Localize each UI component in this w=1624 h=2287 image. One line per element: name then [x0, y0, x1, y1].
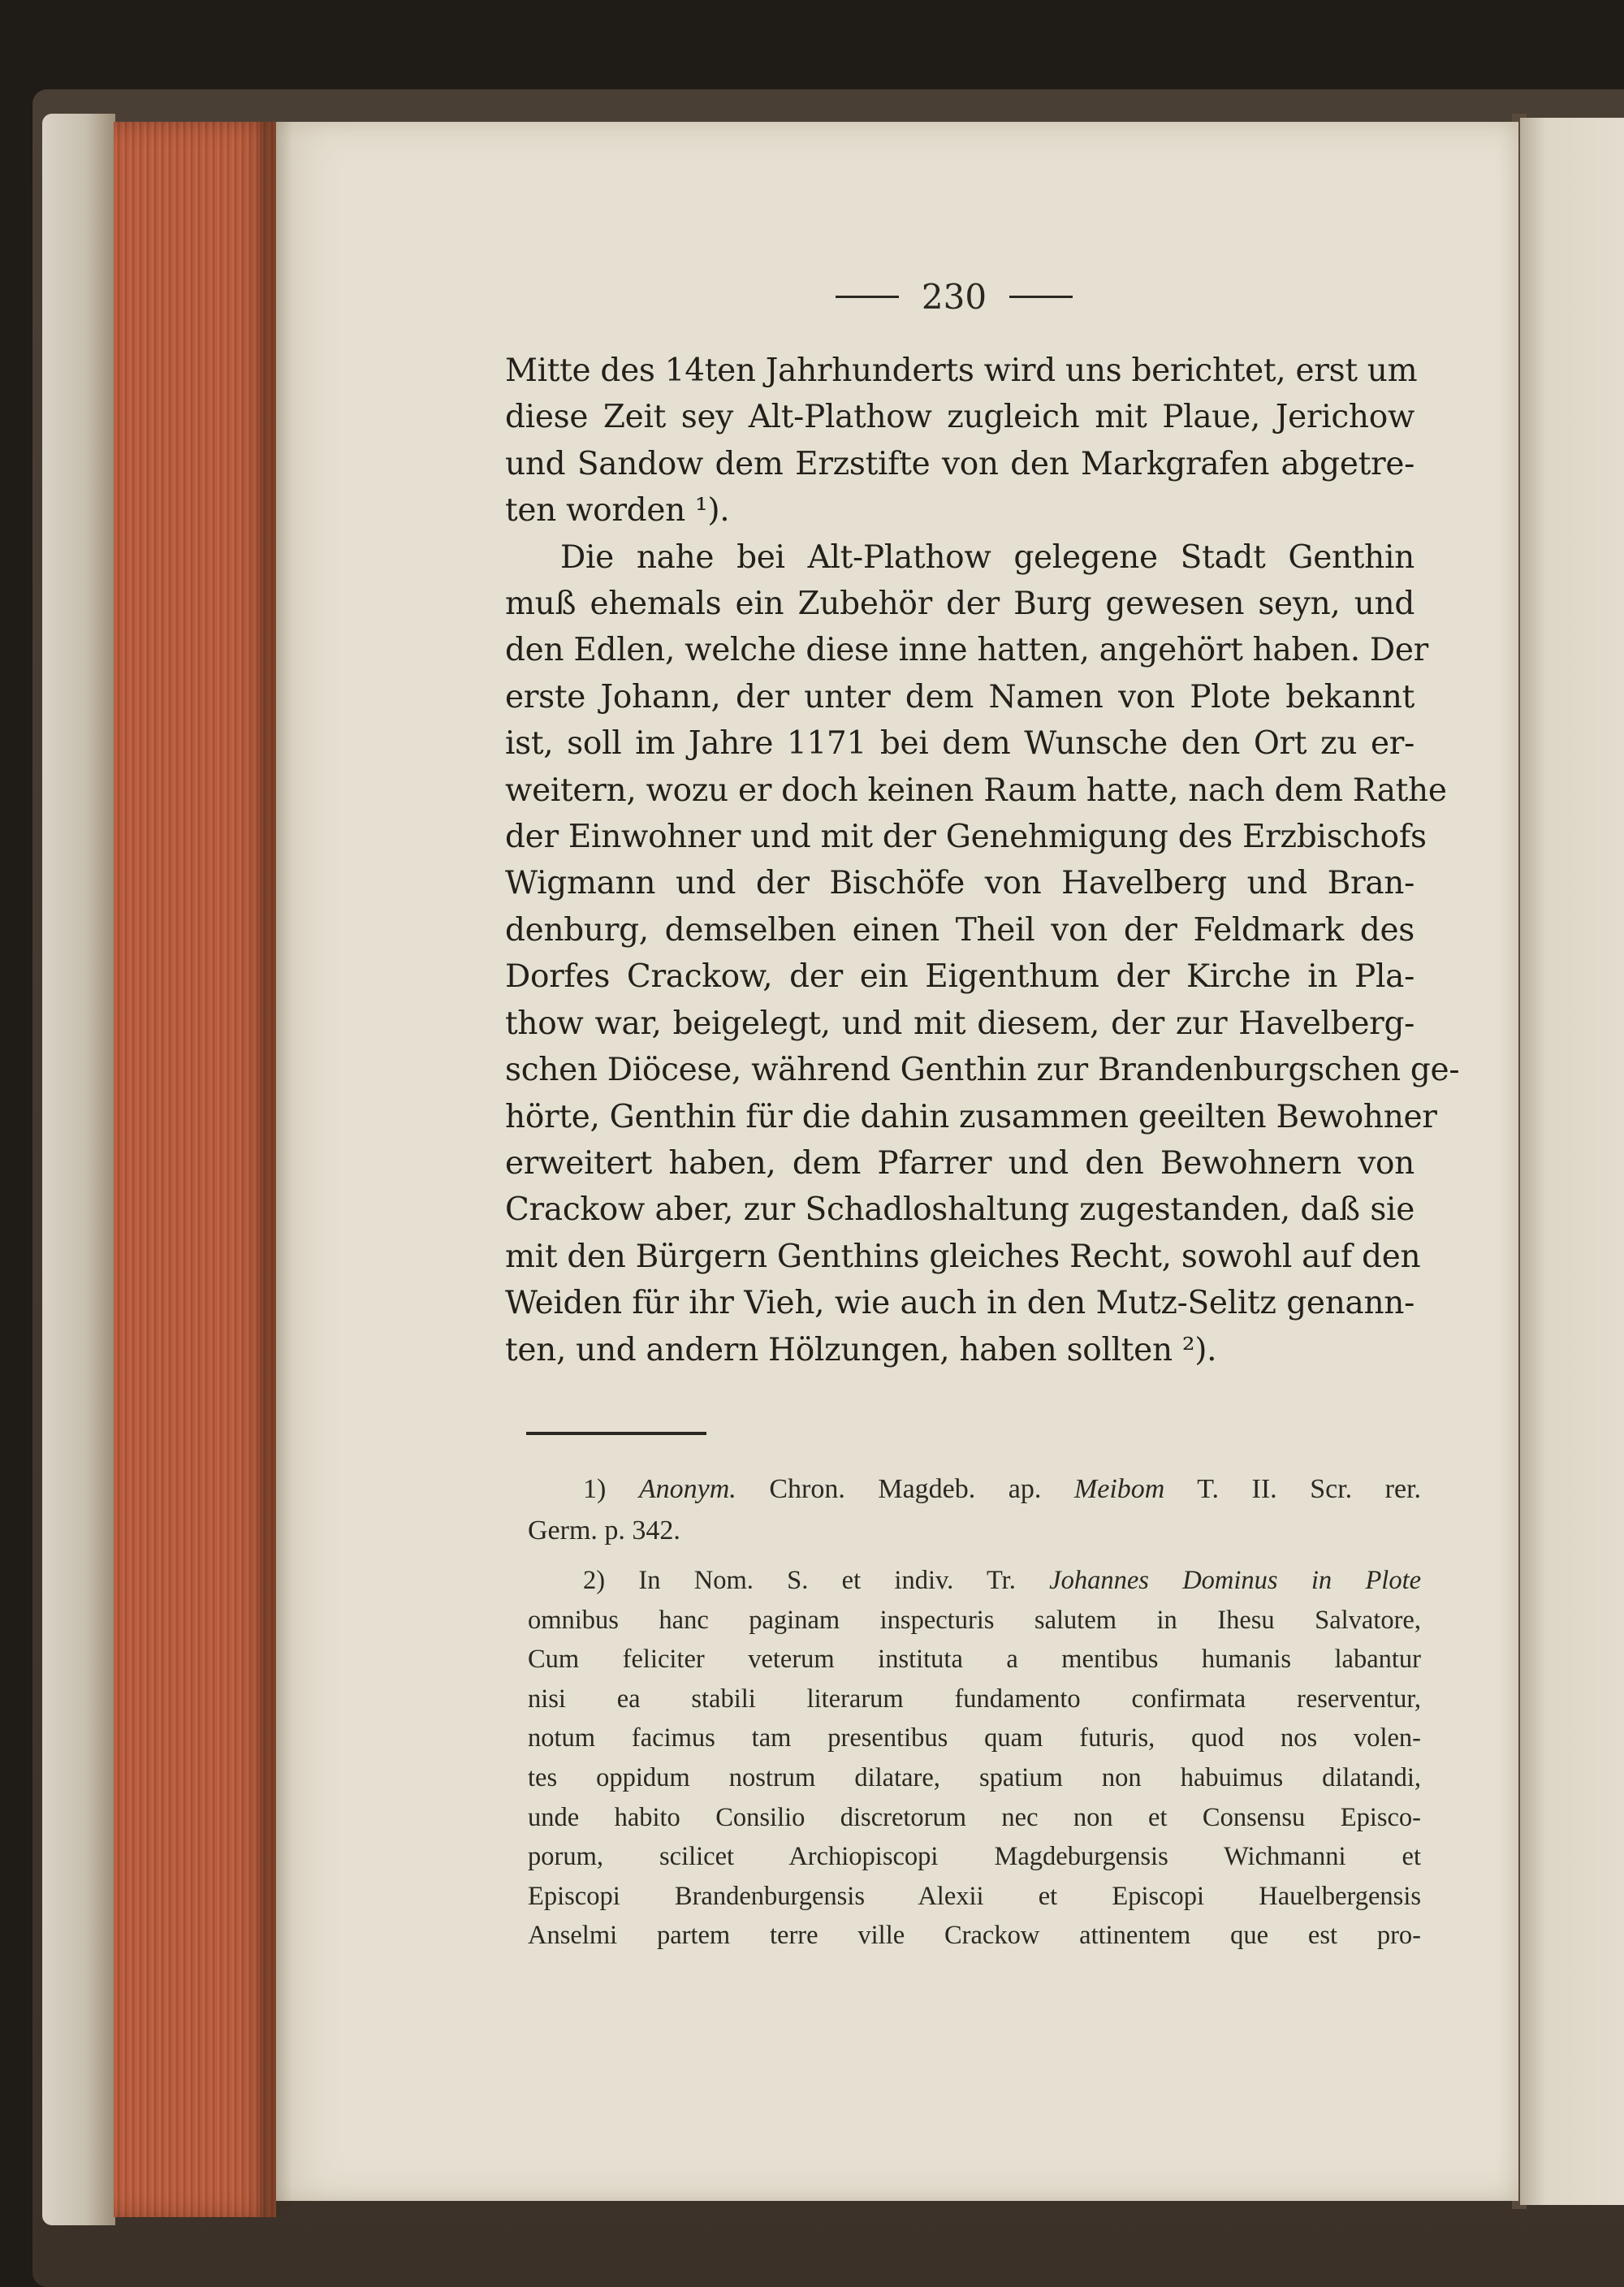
header-dash-right: [1009, 296, 1073, 298]
footnote-line: Anselmi partem terre ville Crackow attinentem que est pro-: [528, 1921, 1421, 1951]
text-line: ist, soll im Jahre 1171 bei dem Wunsche den Ort zu er-: [505, 725, 1415, 763]
footnote-line: nisi ea stabili literarum fundamento confirmata reserventur,: [528, 1684, 1421, 1714]
text-line: ten worden ¹).: [505, 492, 730, 530]
footnote-text: In Nom. S. et indiv. Tr.: [638, 1566, 1016, 1595]
footnote-line: unde habito Consilio discretorum nec non et Consensu Episco-: [528, 1802, 1421, 1832]
page-header: [804, 272, 1104, 321]
text-line: denburg, demselben einen Theil von der Feldmark des: [505, 911, 1415, 949]
text-line: mit den Bürgern Genthins gleiches Recht, sowohl auf den: [505, 1238, 1421, 1275]
cover-edge: [42, 114, 115, 2225]
header-dash-left: [836, 296, 899, 298]
text-line: muß ehemals ein Zubehör der Burg gewesen seyn, und: [505, 586, 1415, 623]
footnote-italic: Johannes Dominus in Plote: [1049, 1566, 1422, 1595]
text-line: Dorfes Crackow, der ein Eigenthum der Kirche in Pla-: [505, 958, 1415, 996]
text-line: hörte, Genthin für die dahin zusammen geeilten Bewohner: [505, 1098, 1437, 1135]
main-text: [505, 348, 1460, 1373]
footnote-line: Episcopi Brandenburgensis Alexii et Episcopi Hauelbergensis: [528, 1881, 1421, 1911]
text-line: der Einwohner und mit der Genehmigung des Erzbischofs: [505, 819, 1427, 856]
footnote-italic: Meibom: [1073, 1474, 1165, 1504]
text-line: Crackow aber, zur Schadloshaltung zugestanden, daß sie: [505, 1191, 1415, 1229]
page-number: 230: [921, 276, 987, 317]
text-line: erste Johann, der unter dem Namen von Plote bekannt: [505, 678, 1415, 715]
footnote-line: Cum feliciter veterum instituta a mentibus humanis labantur: [528, 1645, 1421, 1675]
text-line: Wigmann und der Bischöfe von Havelberg und Bran-: [505, 865, 1415, 902]
text-line: weitern, wozu er doch keinen Raum hatte, nach dem Rathe: [505, 772, 1447, 809]
footnote-text: Chron. Magdeb. ap.: [769, 1474, 1042, 1504]
footnote-2: [528, 1561, 1421, 1956]
text-line: ten, und andern Hölzungen, haben sollten ²).: [505, 1331, 1217, 1368]
text-line: Die nahe bei Alt-Plathow gelegene Stadt Genthin: [560, 538, 1415, 576]
footnote-line: tes oppidum nostrum dilatare, spatium non habuimus dilatandi,: [528, 1762, 1421, 1792]
gutter-shadow: [260, 122, 292, 2217]
footnote-1: [528, 1468, 1421, 1551]
footnote-line: porum, scilicet Archiopiscopi Magdeburgensis Wichmanni et: [528, 1842, 1421, 1872]
page-edges: [114, 122, 276, 2217]
text-line: und Sandow dem Erzstifte von den Markgrafen abgetre-: [505, 445, 1415, 482]
text-line: den Edlen, welche diese inne hatten, angehört haben. Der: [505, 632, 1428, 669]
footnote-line: [528, 1468, 1421, 1510]
text-line: Mitte des 14ten Jahrhunderts wird uns berichtet, erst um: [505, 352, 1418, 389]
facing-page: [1520, 118, 1624, 2205]
footnote-line: Germ. p. 342.: [528, 1515, 680, 1546]
text-line: schen Diöcese, während Genthin zur Brandenburgschen ge-: [505, 1052, 1460, 1089]
footnote-marker: 2): [583, 1566, 606, 1595]
text-line: diese Zeit sey Alt-Plathow zugleich mit Plaue, Jerichow: [505, 399, 1415, 436]
footnote-italic: Anonym.: [638, 1474, 736, 1504]
text-line: Weiden für ihr Vieh, wie auch in den Mutz-Selitz genann-: [505, 1285, 1415, 1322]
footnote-line: notum facimus tam presentibus quam futuris, quod nos volen-: [528, 1723, 1421, 1753]
text-line: erweitert haben, dem Pfarrer und den Bewohnern von: [505, 1144, 1415, 1182]
footnote-line: [528, 1561, 1421, 1601]
text-line: thow war, beigelegt, und mit diesem, der zur Havelberg-: [505, 1005, 1415, 1042]
footnote-marker: 1): [583, 1474, 607, 1504]
footnote-text: T. II. Scr. rer.: [1197, 1474, 1422, 1504]
footnote-line: omnibus hanc paginam inspecturis salutem in Ihesu Salvatore,: [528, 1605, 1421, 1635]
footnote-rule: [526, 1432, 706, 1435]
